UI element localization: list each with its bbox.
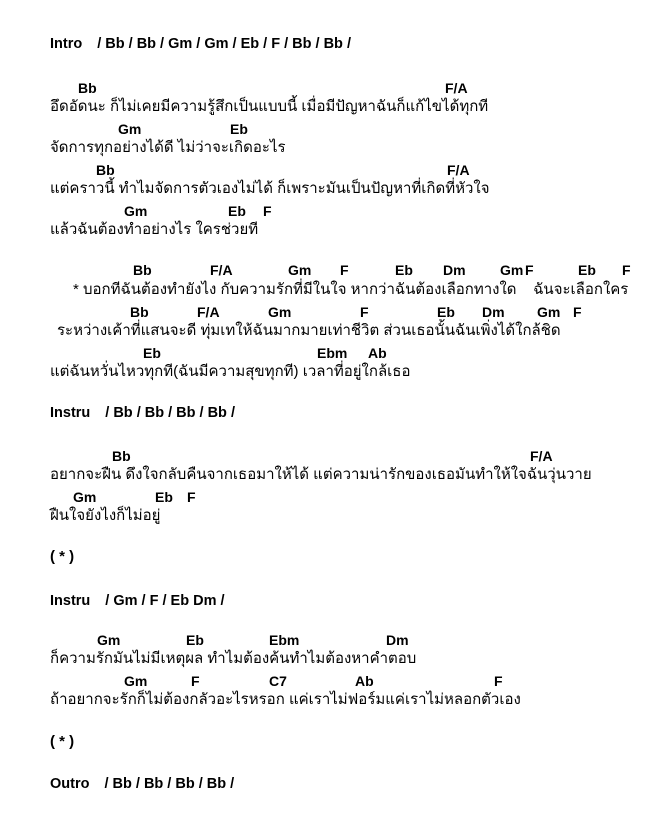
chord: Eb — [230, 121, 248, 137]
lyric-text: อยากจะฝืน ดึงใจกลับคืนจากเธอมาให้ได้ แต่ความน่ารักของเธอมันทำให้ใจฉันวุ่นวาย — [50, 466, 592, 483]
section-label: Instru — [50, 593, 91, 609]
lyric-line — [0, 97, 670, 117]
chord-line — [0, 262, 670, 282]
lyric-text: แล้วฉันต้องทำอย่างไร ใครช่วยที — [50, 221, 259, 238]
chord: Eb — [186, 632, 204, 648]
chord: F — [263, 203, 272, 219]
lyric-line — [0, 321, 670, 341]
chord: Bb — [78, 80, 97, 96]
chord: Dm — [482, 304, 505, 320]
repeat-marker: ( * ) — [50, 733, 75, 750]
chord: F/A — [530, 448, 553, 464]
lyric-line — [0, 649, 670, 669]
repeat-marker-line — [0, 548, 670, 568]
chord: F — [191, 673, 200, 689]
chord: F — [187, 489, 196, 505]
chord: Gm — [97, 632, 121, 648]
chord: Dm — [443, 262, 466, 278]
chord: Bb — [133, 262, 152, 278]
repeat-marker: ( * ) — [50, 548, 75, 565]
chord: Ebm — [317, 345, 348, 361]
lyric-line — [0, 280, 670, 300]
chord: Gm — [537, 304, 561, 320]
lyric-text: ฝืนใจยังไงก็ไม่อยู่ — [50, 507, 161, 524]
lyric-text: แต่ฉันหวั่นไหวทุกที(ฉันมีความสุขทุกที) เวลาที่อยู่ใกล้เธอ — [50, 363, 411, 380]
section-label: Intro — [50, 36, 83, 52]
chord: F/A — [447, 162, 470, 178]
section-label: Outro — [50, 776, 90, 792]
chord: F — [340, 262, 349, 278]
lyric-text: จัดการทุกอย่างได้ดี ไม่ว่าจะเกิดอะไร — [50, 139, 286, 156]
chord: Gm — [268, 304, 292, 320]
section-label-line — [0, 593, 670, 613]
lyric-text: ถ้าอยากจะรักก็ไม่ต้องกลัวอะไรหรอก แค่เราไม่ฟอร์มแค่เราไม่หลอกตัวเอง — [50, 691, 521, 708]
chord: Eb — [578, 262, 596, 278]
lyric-line — [0, 138, 670, 158]
section-chord-sequence: / Bb / Bb / Bb / Bb / — [105, 405, 235, 421]
chord: F/A — [197, 304, 220, 320]
section-label-line — [0, 776, 670, 796]
lyric-text: ก็ความรักมันไม่มีเหตุผล ทำไมต้องค้นทำไมต้องหาคำตอบ — [50, 650, 417, 667]
lyric-line — [0, 506, 670, 526]
repeat-marker-line — [0, 733, 670, 753]
chord: Gm — [288, 262, 312, 278]
chord: Eb — [228, 203, 246, 219]
lyric-text: อึดอัดนะ ก็ไม่เคยมีความรู้สึกเป็นแบบนี้ เมื่อมีปัญหาฉันก็แก้ไขได้ทุกที — [50, 98, 489, 115]
chord: Gm — [124, 673, 148, 689]
chord: Eb — [143, 345, 161, 361]
chord: Eb — [437, 304, 455, 320]
lyric-text: * บอกทีฉันต้องทำยังไง กับความรักที่มีในใจ หากว่าฉันต้องเลือกทางใด ฉันจะเลือกใคร — [73, 281, 629, 298]
lyric-line — [0, 690, 670, 710]
lyric-text: ระหว่างเค้าที่แสนจะดี ทุ่มเทให้ฉันมากมายเท่าชีวิต ส่วนเธอนั้นฉันเพิ่งได้ใกล้ชิด — [57, 322, 561, 339]
chord: F — [494, 673, 503, 689]
chord: F — [622, 262, 631, 278]
chord: F/A — [445, 80, 468, 96]
section-chord-sequence: / Gm / F / Eb Dm / — [105, 593, 225, 609]
chord: Ebm — [269, 632, 300, 648]
section-chord-sequence: / Bb / Bb / Gm / Gm / Eb / F / Bb / Bb / — [97, 36, 351, 52]
chord: F — [360, 304, 369, 320]
chord: Dm — [386, 632, 409, 648]
chord: Gm — [73, 489, 97, 505]
section-label-line — [0, 36, 670, 56]
lyric-line — [0, 179, 670, 199]
chord: Gm — [124, 203, 148, 219]
lyric-line — [0, 220, 670, 240]
lyric-text: แต่คราวนี้ ทำไมจัดการตัวเองไม่ได้ ก็เพราะมันเป็นปัญหาที่เกิดที่หัวใจ — [50, 180, 490, 197]
chord: F — [525, 262, 534, 278]
section-label-line — [0, 405, 670, 425]
lyric-line — [0, 465, 670, 485]
chord: Bb — [130, 304, 149, 320]
chord: C7 — [269, 673, 287, 689]
chord: Eb — [155, 489, 173, 505]
chord: Gm — [500, 262, 524, 278]
section-label: Instru — [50, 405, 91, 421]
chord: Eb — [395, 262, 413, 278]
chord: Bb — [112, 448, 131, 464]
chord: Bb — [96, 162, 115, 178]
chord: F — [573, 304, 582, 320]
section-chord-sequence: / Bb / Bb / Bb / Bb / — [104, 776, 235, 792]
chord: F/A — [210, 262, 233, 278]
chord: Gm — [118, 121, 142, 137]
lyric-line — [0, 362, 670, 382]
chord: Ab — [355, 673, 374, 689]
chord: Ab — [368, 345, 387, 361]
